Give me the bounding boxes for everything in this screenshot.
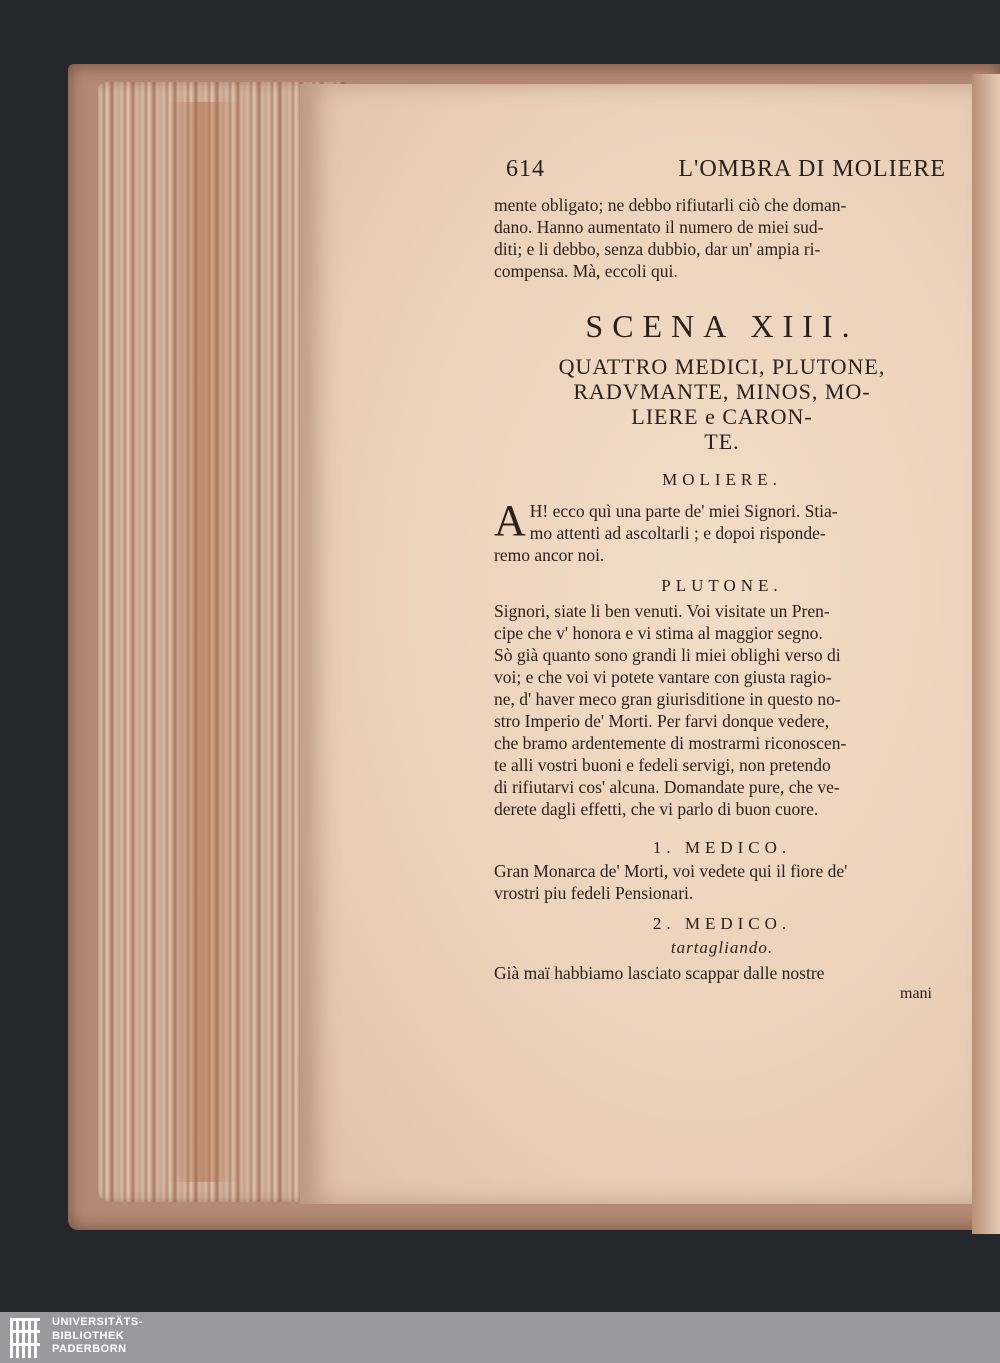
cast-line: RADVMANTE, MINOS, MO- [573,379,871,404]
speech-plutone [494,600,950,820]
text-line: derete dagli effetti, che vi parlo di buon cuore. [494,799,819,819]
text-line: mente obligato; ne debbo rifiutarli ciò che doman- [494,195,847,215]
text-line: stro Imperio de' Morti. Per farvi donque vedere, [494,711,830,731]
speaker-moliere: MOLIERE. [662,470,782,489]
university-library-logo-icon [8,1316,46,1360]
speaker-medico-1: 1. MEDICO. [652,838,792,857]
text-line: Signori, siate li ben venuti. Voi visitate un Pren- [494,601,830,621]
text-line: voi; e che voi vi potete vantare con giusta ragio- [494,667,832,687]
institution-line: UNIVERSITÄTS- [52,1316,143,1328]
text-line: dano. Hanno aumentato il numero de miei sud- [494,217,824,237]
catchword: mani [900,985,932,1002]
speech-medico-2 [494,962,950,984]
library-footer [0,1312,1000,1363]
speaker-plutone: PLUTONE. [661,576,783,595]
text-line: cipe che v' honora e vi stima al maggior segno. [494,623,823,643]
text-line: te alli vostri buoni e fedeli servigi, non pretendo [494,755,831,775]
cast-line: QUATTRO MEDICI, PLUTONE, [558,354,886,379]
institution-line: BIBLIOTHEK [52,1329,125,1342]
cast-line: LIERE e CARON- [631,404,813,429]
speaker-medico-2: 2. MEDICO. [652,914,792,933]
cast-line: TE. [704,429,740,454]
opening-paragraph [494,194,950,282]
text-line: mo attenti ad ascoltarli ; e dopoi risponde- [529,523,826,543]
cast-list [494,354,950,454]
institution-name [52,1316,143,1357]
text-line: che bramo ardentemente di mostrarmi riconoscen- [494,733,847,753]
speech-moliere [494,496,950,566]
text-line: remo ancor noi. [494,545,605,565]
text-line: vrostri piu fedeli Pensionari. [494,883,694,903]
drop-cap: A [494,496,526,545]
text-line: diti; e li debbo, senza dubbio, dar un' ampia ri- [494,239,821,259]
text-line: H! ecco quì una parte de' miei Signori. Stia- [529,501,838,521]
speech-medico-1 [494,860,950,904]
page-number: 614 [506,156,545,182]
text-line: di rifiutarvi cos' alcuna. Domandate pure, che ve- [494,777,840,797]
facing-page-edge [972,74,1000,1234]
text-line: Gran Monarca de' Morti, voi vedete qui il fiore de' [494,861,848,881]
running-head [506,156,946,183]
text-line: compensa. Mà, eccoli qui. [494,261,678,281]
scene-title: SCENA XIII. [585,308,859,344]
running-title: L'OMBRA DI MOLIERE [678,156,946,182]
text-line: Sò già quanto sono grandi li miei oblighi verso di [494,645,841,665]
stage-direction: tartagliando. [670,938,774,957]
institution-line: PADERBORN [52,1343,127,1355]
text-line: ne, d' haver meco gran giurisditione in questo no- [494,689,841,709]
text-line: Già maï habbiamo lasciato scappar dalle nostre [494,963,825,983]
